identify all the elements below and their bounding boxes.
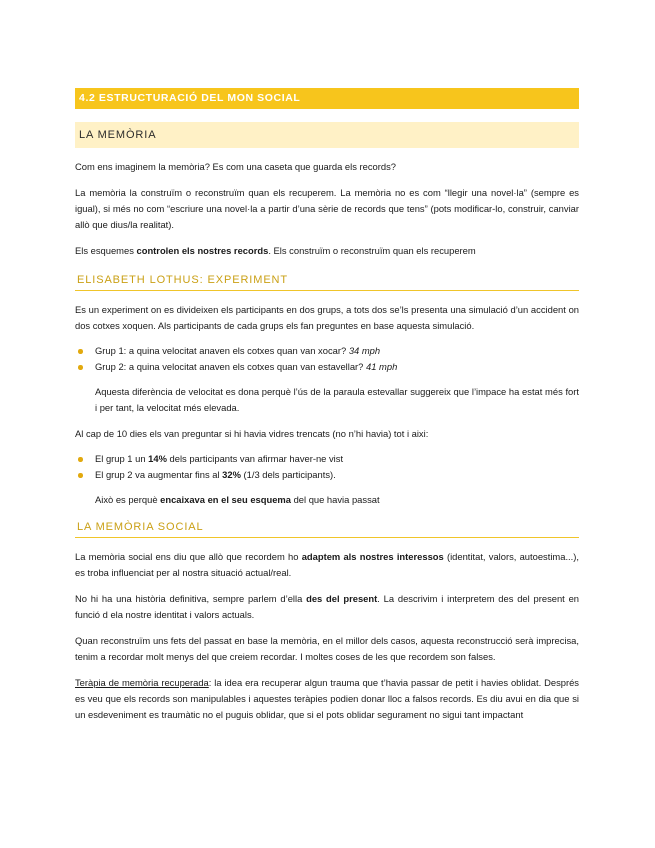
text-run: Això es perquè (95, 494, 161, 505)
experiment-paragraph-2: Aquesta diferència de velocitat es dona perquè l’ús de la paraula estevallar suggereix que l’impace ha estat més fort i per tant, la velocitat més elevada. (95, 386, 579, 413)
experiment-paragraph-1: Es un experiment on es divideixen els participants en dos grups, a tots dos se’ls presenta una simulació d’un accident on dos cotxes xoquen. Als participants de cada grups els fan preguntes en base aquesta simulació. (75, 304, 579, 331)
group-list (75, 343, 579, 375)
social-paragraph-4 (75, 675, 579, 723)
text-run: Els esquemes (75, 245, 137, 256)
text-run: Grup 2: a quina velocitat anaven els cotxes quan van estavellar? (95, 361, 367, 372)
social-paragraph-3: Quan reconstruïm uns fets del passat en base la memòria, en el millor dels casos, aquesta reconstrucció serà imprecisa, tenim a recordar molt menys del que creiem recordar. I moltes coses de les que recordem son falses. (75, 635, 579, 662)
experiment-paragraph-3: Al cap de 10 dies els van preguntar si hi havia vidres trencats (no n’hi havia) tot i aixi: (75, 428, 429, 439)
heading-experiment: ELISABETH LOTHUS: EXPERIMENT (75, 273, 579, 291)
social-paragraph-1 (75, 549, 579, 581)
italic-value: 41 mph (366, 361, 398, 372)
text-run: : la idea era recuperar algun trauma que t’havia passar de petit i havies oblidat. Després es veu que els records son manipulables i aquestes teràpies podien donar lloc a falsos records. Es diu avui en dia que si un esdeveniment es traumàtic no el puguis oblidar, que si el pots oblidar segurament no sigui tant impactant (75, 677, 579, 720)
text-run: No hi ha una història definitiva, sempre parlem d’ella (75, 593, 307, 604)
text-run: . Els construïm o reconstruïm quan els recuperem (268, 245, 476, 256)
experiment-paragraph-4 (75, 492, 579, 508)
bold-text: controlen els nostres records (136, 245, 269, 256)
text-run: dels participants van afirmar haver-ne vist (166, 453, 344, 464)
document-content (75, 88, 579, 723)
text-run: El grup 1 un (95, 453, 149, 464)
text-run: (1/3 dels participants). (240, 469, 336, 480)
bold-text: 32% (222, 469, 241, 480)
memoria-paragraph-2: La memòria la construïm o reconstruïm quan els recuperem. La memòria no es com “llegir una novel·la” (sempre es igual), si més no com “escriure una novel·la a partir d’una sèrie de records que tens” (pots modificar-lo, construir, canviar allò que dius/la realitat). (75, 187, 579, 230)
list-item (95, 451, 579, 467)
italic-value: 34 mph (348, 345, 381, 356)
memoria-paragraph-1: Com ens imaginem la memòria? Es com una caseta que guarda els records? (75, 161, 396, 172)
text-run: . La descrivim i interpretem des del present en funció d ela nostre identitat i valors actuals. (75, 593, 580, 620)
text-run: El grup 2 va augmentar fins al (95, 469, 223, 480)
bold-text: des del present (306, 593, 378, 604)
text-run: (identitat, valors, autoestima...), es troba influenciat per al nostra situació actual/real. (75, 551, 579, 578)
list-item (95, 343, 579, 359)
underlined-term: Teràpia de memòria recuperada (75, 677, 209, 688)
heading-la-memoria: LA MEMÒRIA (75, 122, 579, 148)
text-run: Grup 1: a quina velocitat anaven els cotxes quan van xocar? (95, 345, 349, 356)
section-heading-main: 4.2 ESTRUCTURACIÓ DEL MON SOCIAL (75, 88, 579, 109)
text-run: del que havia passat (290, 494, 380, 505)
bold-text: encaixava en el seu esquema (160, 494, 291, 505)
text-run: La memòria social ens diu que allò que recordem ho (75, 551, 302, 562)
results-list (75, 451, 579, 483)
heading-memoria-social: LA MEMÒRIA SOCIAL (75, 520, 579, 538)
list-item (95, 359, 579, 375)
bold-text: adaptem als nostres interessos (301, 551, 444, 562)
bold-text: 14% (148, 453, 167, 464)
memoria-paragraph-3 (75, 243, 579, 259)
list-item (95, 467, 579, 483)
social-paragraph-2 (75, 591, 579, 623)
